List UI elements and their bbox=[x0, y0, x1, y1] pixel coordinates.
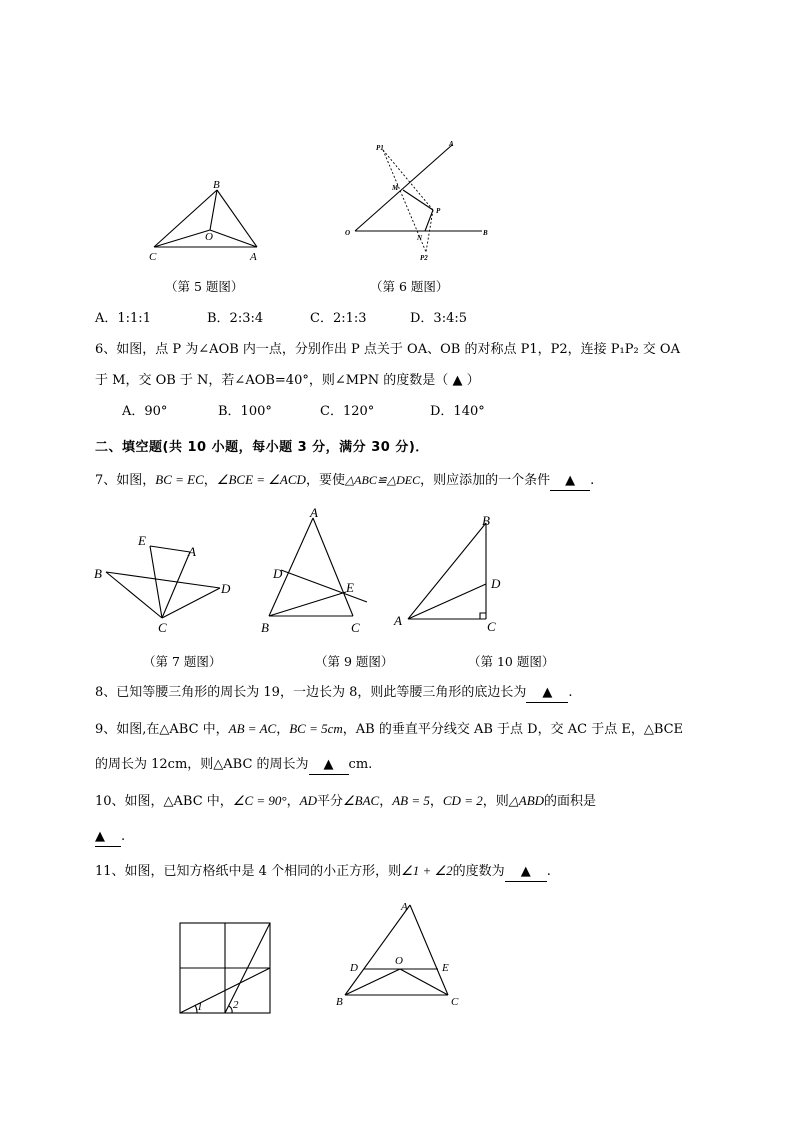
figure-q12 bbox=[330, 895, 470, 1015]
q9-line2-b: cm. bbox=[348, 757, 373, 772]
q5-option-c: C．2:1:3 bbox=[310, 311, 367, 326]
q7-text bbox=[95, 471, 594, 491]
q7-suffix: ，则应添加的一个条件 bbox=[420, 473, 551, 488]
q5-option-b: B．2:3:4 bbox=[207, 311, 264, 326]
q5-option-d: D．3:4:5 bbox=[410, 311, 467, 326]
q7-cond-3: △ABC≌△DEC bbox=[344, 473, 421, 487]
q10-cond-abd: △ABD bbox=[508, 793, 545, 808]
f7-label-C: C bbox=[158, 620, 167, 635]
q9-line2-a: 的周长为 12cm，则△ABC 的周长为 bbox=[95, 757, 309, 772]
f9-label-B: B bbox=[261, 620, 269, 635]
f9-label-D: D bbox=[273, 566, 283, 581]
figure-q9 bbox=[255, 500, 380, 640]
section-heading-fill-blank: 二、填空题(共 10 小题，每小题 3 分，满分 30 分)． bbox=[95, 440, 429, 455]
caption-q9: （第 9 题图） bbox=[315, 654, 394, 669]
q9-line-1 bbox=[95, 720, 683, 739]
q6-option-a: A．90° bbox=[122, 404, 168, 419]
f7-label-E: E bbox=[138, 533, 146, 548]
f6-label-P1: P1 bbox=[376, 144, 384, 152]
q10-cond-cd: CD = 2 bbox=[442, 793, 483, 808]
q6-option-c: C．120° bbox=[320, 404, 375, 419]
figure-q11 bbox=[175, 918, 275, 1018]
q10-seg-c: 平分 bbox=[316, 794, 343, 809]
q7-cond-1: BC = EC bbox=[155, 472, 204, 487]
q7-mid: ，要使 bbox=[305, 473, 345, 488]
f9-label-A: A bbox=[310, 505, 318, 520]
f9-label-E: E bbox=[346, 580, 354, 595]
q6-line-1: 6、如图，点 P 为∠AOB 内一点，分别作出 P 点关于 OA、OB 的对称点 P1，P2，连接 P₁P₂ 交 OA bbox=[95, 342, 680, 357]
q9-line1-b: ，AB 的垂直平分线交 AB 于点 D，交 AC 于点 E，△BCE bbox=[342, 722, 684, 737]
q11-body-2: 的度数为 bbox=[452, 864, 505, 879]
q10-cond-bac: ∠BAC bbox=[342, 793, 380, 808]
q5-option-a: A．1:1:1 bbox=[95, 311, 151, 326]
q11-end: . bbox=[546, 864, 551, 879]
f10-label-B: B bbox=[482, 513, 490, 528]
f11-label-angle-2: 2 bbox=[233, 999, 239, 1011]
q11-body: 11、如图，已知方格纸中是 4 个相同的小正方形，则 bbox=[95, 864, 402, 879]
f6-label-P: P bbox=[436, 207, 441, 215]
q7-sep: ， bbox=[203, 473, 217, 488]
q9-comma: ， bbox=[276, 722, 290, 737]
q9-answer-blank: ▲ bbox=[309, 756, 349, 775]
caption-q6: （第 6 题图） bbox=[370, 279, 449, 294]
q10-answer-blank: ▲ bbox=[95, 828, 121, 847]
q10-cond-ad: AD bbox=[299, 793, 317, 808]
f5-label-A: A bbox=[250, 251, 257, 263]
f6-label-M: M bbox=[392, 184, 399, 192]
f12-label-E: E bbox=[442, 962, 449, 974]
f6-label-N: N bbox=[417, 234, 423, 242]
q11-answer-blank: ▲ bbox=[505, 863, 547, 882]
f12-label-O: O bbox=[395, 955, 403, 967]
q8-answer-blank: ▲ bbox=[526, 684, 568, 703]
q10-seg-d: ， bbox=[379, 794, 393, 809]
f12-label-C: C bbox=[451, 996, 459, 1008]
caption-q5: （第 5 题图） bbox=[165, 279, 244, 294]
q10-cond-ab: AB = 5 bbox=[392, 793, 430, 808]
f6-label-O: O bbox=[345, 229, 351, 237]
q10-seg-e: ， bbox=[429, 794, 443, 809]
f10-label-C: C bbox=[487, 619, 496, 634]
q11-text bbox=[95, 862, 551, 882]
f7-label-A: A bbox=[188, 544, 196, 559]
q10-end: . bbox=[121, 829, 126, 844]
q10-line-1 bbox=[95, 792, 596, 811]
f7-label-B: B bbox=[94, 566, 102, 581]
q6-option-d: D．140° bbox=[430, 404, 485, 419]
q10-cond-angle-c: ∠C = 90° bbox=[232, 793, 287, 808]
f10-label-A: A bbox=[394, 613, 402, 628]
f10-label-D: D bbox=[491, 576, 501, 591]
figure-q10 bbox=[390, 505, 510, 635]
q6-option-b: B．100° bbox=[218, 404, 272, 419]
q9-line1-a: 9、如图,在△ABC 中， bbox=[95, 722, 229, 737]
q10-seg-b: ， bbox=[286, 794, 300, 809]
q10-seg-a: 10、如图，△ABC 中， bbox=[95, 794, 233, 809]
figure-q6 bbox=[340, 138, 500, 268]
q8-end: . bbox=[568, 685, 573, 700]
q10-line-2 bbox=[95, 828, 125, 847]
f7-label-D: D bbox=[221, 581, 231, 596]
q8-text bbox=[95, 684, 573, 703]
figure-q5 bbox=[140, 175, 270, 270]
f12-label-D: D bbox=[350, 962, 358, 974]
q10-seg-f: ，则 bbox=[482, 794, 509, 809]
q7-end: . bbox=[590, 473, 595, 488]
f12-label-A: A bbox=[401, 901, 408, 913]
q7-answer-blank: ▲ bbox=[550, 472, 590, 491]
q7-prefix: 7、如图， bbox=[95, 473, 156, 488]
q9-line-2 bbox=[95, 756, 372, 775]
f9-label-C: C bbox=[351, 620, 360, 635]
f12-label-B: B bbox=[336, 996, 343, 1008]
f5-label-B: B bbox=[213, 179, 220, 191]
q9-cond-1: AB = AC bbox=[228, 721, 277, 736]
q8-body: 8、已知等腰三角形的周长为 19，一边长为 8，则此等腰三角形的底边长为 bbox=[95, 685, 527, 700]
f5-label-O: O bbox=[205, 231, 213, 243]
f5-label-C: C bbox=[149, 251, 157, 263]
q6-line-2: 于 M，交 OB 于 N，若∠AOB=40°，则∠MPN 的度数是（ ▲ ） bbox=[95, 373, 480, 388]
q7-cond-2: ∠BCE = ∠ACD bbox=[216, 472, 306, 487]
q9-cond-2: BC = 5cm bbox=[289, 721, 343, 736]
q10-seg-g: 的面积是 bbox=[544, 794, 597, 809]
f6-label-A: A bbox=[449, 140, 454, 148]
q11-expr: ∠1 + ∠2 bbox=[401, 863, 453, 878]
caption-q10: （第 10 题图） bbox=[468, 654, 555, 669]
figure-q7 bbox=[90, 530, 240, 640]
f6-label-P2: P2 bbox=[420, 254, 428, 262]
f6-label-B: B bbox=[483, 229, 488, 237]
f11-label-angle-1: 1 bbox=[197, 1001, 203, 1013]
caption-q7: （第 7 题图） bbox=[143, 654, 222, 669]
